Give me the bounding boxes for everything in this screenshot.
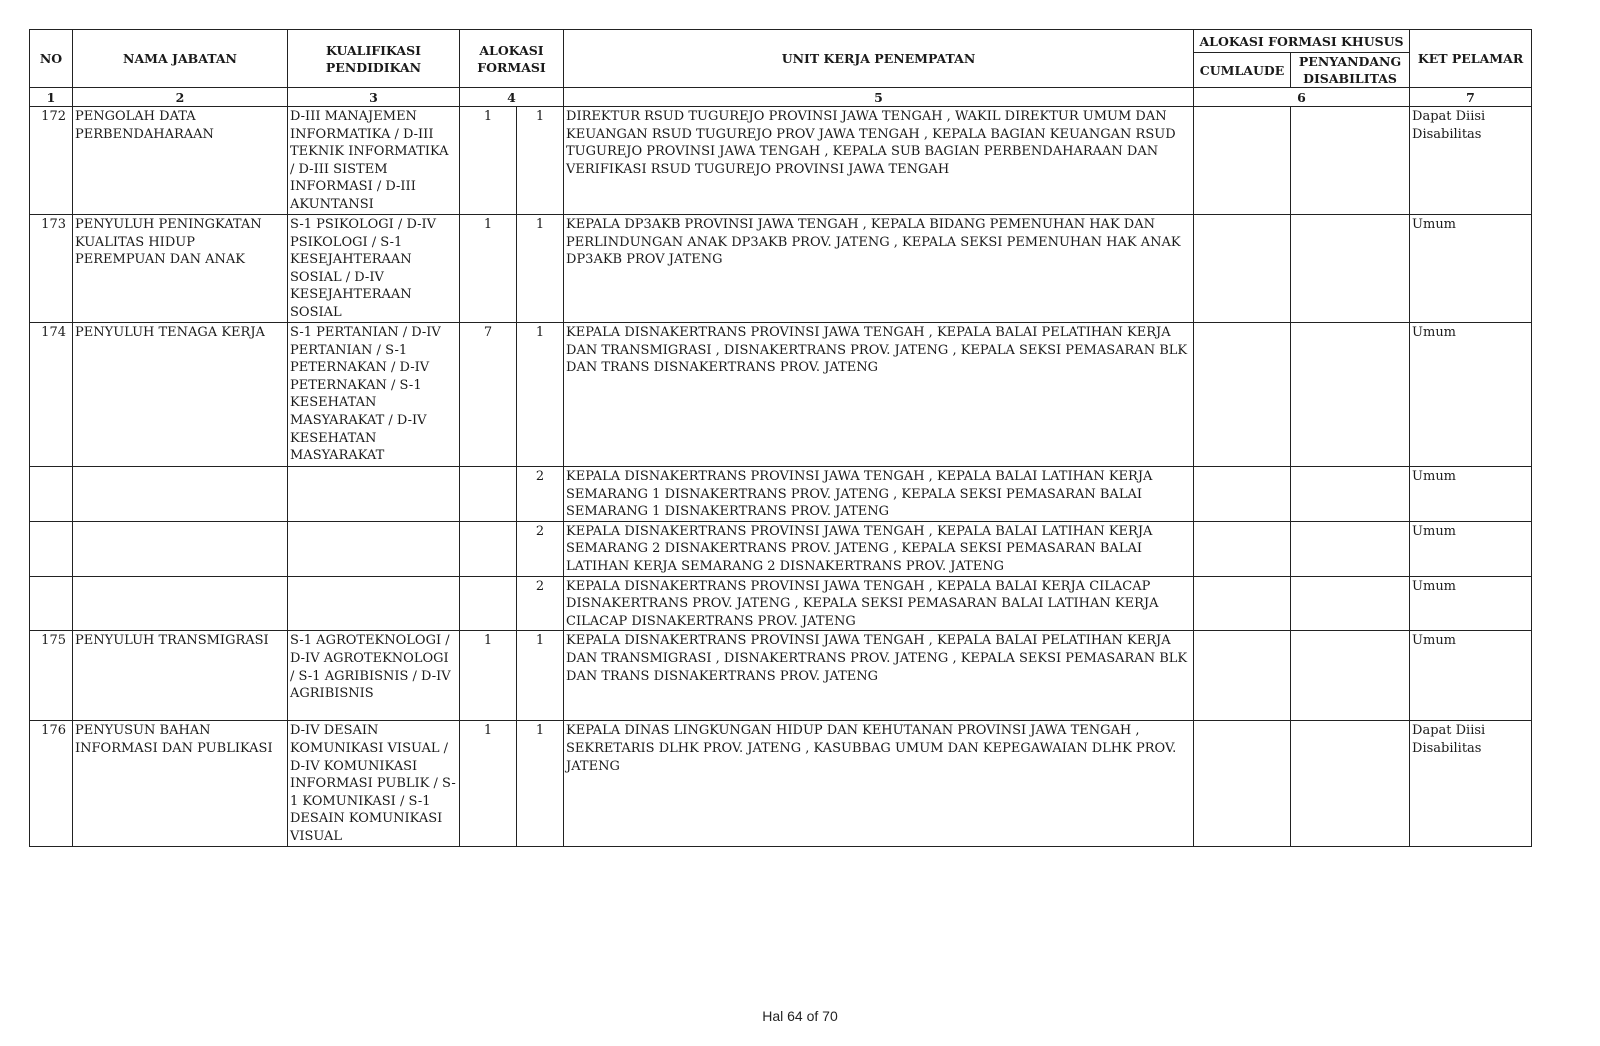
row-disabilitas (1291, 107, 1410, 215)
row-kualifikasi (288, 467, 460, 522)
header-nama-jabatan: NAMA JABATAN (73, 30, 288, 88)
header-ket: KET PELAMAR (1410, 30, 1532, 88)
row-alokasi-unit: 1 (517, 323, 564, 467)
table-row (30, 107, 1532, 215)
row-cumlaude (1194, 721, 1291, 847)
column-number: 4 (460, 88, 564, 107)
row-ket: Dapat Diisi Disabilitas (1410, 721, 1532, 847)
row-unit-kerja: KEPALA DP3AKB PROVINSI JAWA TENGAH , KEPALA BIDANG PEMENUHAN HAK DAN PERLINDUNGAN ANAK DP3AKB PROV. JATENG , KEPALA SEKSI PEMENUHAN HAK ANAK DP3AKB PROV JATENG (564, 215, 1194, 323)
row-unit-kerja: KEPALA DISNAKERTRANS PROVINSI JAWA TENGAH , KEPALA BALAI LATIHAN KERJA SEMARANG 2 DISNAKERTRANS PROV. JATENG , KEPALA SEKSI PEMASARAN BALAI LATIHAN KERJA SEMARANG 2 DISNAKERTRANS PROV. JATENG (564, 521, 1194, 576)
row-jabatan (73, 521, 288, 576)
row-disabilitas (1291, 215, 1410, 323)
row-no: 174 (30, 323, 73, 467)
table-row (30, 467, 1532, 522)
table-row (30, 521, 1532, 576)
row-no: 175 (30, 631, 73, 721)
row-alokasi: 1 (460, 721, 517, 847)
header-disabilitas: PENYANDANG DISABILITAS (1291, 53, 1410, 88)
row-cumlaude (1194, 521, 1291, 576)
row-cumlaude (1194, 107, 1291, 215)
row-alokasi-unit: 1 (517, 631, 564, 721)
row-alokasi: 1 (460, 107, 517, 215)
row-kualifikasi: S-1 PSIKOLOGI / D-IV PSIKOLOGI / S-1 KESEJAHTERAAN SOSIAL / D-IV KESEJAHTERAAN SOSIAL (288, 215, 460, 323)
table-row (30, 576, 1532, 631)
row-cumlaude (1194, 215, 1291, 323)
row-alokasi: 1 (460, 215, 517, 323)
row-kualifikasi (288, 576, 460, 631)
row-unit-kerja: KEPALA DISNAKERTRANS PROVINSI JAWA TENGAH , KEPALA BALAI PELATIHAN KERJA DAN TRANSMIGRASI , DISNAKERTRANS PROV. JATENG , KEPALA SEKSI PEMASARAN BLK DAN TRANS DISNAKERTRANS PROV. JATENG (564, 323, 1194, 467)
row-disabilitas (1291, 323, 1410, 467)
row-no (30, 467, 73, 522)
column-number: 7 (1410, 88, 1532, 107)
column-number-row (30, 88, 1532, 107)
row-kualifikasi: S-1 AGROTEKNOLOGI / D-IV AGROTEKNOLOGI / S-1 AGRIBISNIS / D-IV AGRIBISNIS (288, 631, 460, 721)
row-ket: Umum (1410, 467, 1532, 522)
row-alokasi-unit: 2 (517, 521, 564, 576)
table-row (30, 215, 1532, 323)
row-alokasi-unit: 1 (517, 721, 564, 847)
header-unit-kerja: UNIT KERJA PENEMPATAN (564, 30, 1194, 88)
row-disabilitas (1291, 521, 1410, 576)
row-ket: Umum (1410, 631, 1532, 721)
row-no: 172 (30, 107, 73, 215)
row-alokasi-unit: 2 (517, 576, 564, 631)
column-number: 2 (73, 88, 288, 107)
table-row (30, 631, 1532, 721)
row-kualifikasi: D-IV DESAIN KOMUNIKASI VISUAL / D-IV KOMUNIKASI INFORMASI PUBLIK / S-1 KOMUNIKASI / S-1 DESAIN KOMUNIKASI VISUAL (288, 721, 460, 847)
row-alokasi-unit: 1 (517, 107, 564, 215)
row-kualifikasi: D-III MANAJEMEN INFORMATIKA / D-III TEKNIK INFORMATIKA / D-III SISTEM INFORMASI / D-III AKUNTANSI (288, 107, 460, 215)
row-unit-kerja: KEPALA DINAS LINGKUNGAN HIDUP DAN KEHUTANAN PROVINSI JAWA TENGAH , SEKRETARIS DLHK PROV. JATENG , KASUBBAG UMUM DAN KEPEGAWAIAN DLHK PROV. JATENG (564, 721, 1194, 847)
row-no: 173 (30, 215, 73, 323)
row-alokasi: 7 (460, 323, 517, 467)
row-alokasi (460, 576, 517, 631)
column-number: 1 (30, 88, 73, 107)
row-jabatan: PENGOLAH DATA PERBENDAHARAAN (73, 107, 288, 215)
row-alokasi-unit: 2 (517, 467, 564, 522)
header-cumlaude: CUMLAUDE (1194, 53, 1291, 88)
row-unit-kerja: DIREKTUR RSUD TUGUREJO PROVINSI JAWA TENGAH , WAKIL DIREKTUR UMUM DAN KEUANGAN RSUD TUGUREJO PROV JAWA TENGAH , KEPALA BAGIAN KEUANGAN RSUD TUGUREJO PROVINSI JAWA TENGAH , KEPALA SUB BAGIAN PERBENDAHARAAN DAN VERIFIKASI RSUD TUGUREJO PROVINSI JAWA TENGAH (564, 107, 1194, 215)
header-kualifikasi: KUALIFIKASI PENDIDIKAN (288, 30, 460, 88)
header-no: NO (30, 30, 73, 88)
row-jabatan: PENYULUH TRANSMIGRASI (73, 631, 288, 721)
row-ket: Umum (1410, 521, 1532, 576)
row-no (30, 521, 73, 576)
row-jabatan (73, 576, 288, 631)
row-no: 176 (30, 721, 73, 847)
row-ket: Umum (1410, 576, 1532, 631)
column-number: 6 (1194, 88, 1410, 107)
row-cumlaude (1194, 631, 1291, 721)
row-kualifikasi (288, 521, 460, 576)
row-disabilitas (1291, 576, 1410, 631)
row-no (30, 576, 73, 631)
table-row (30, 323, 1532, 467)
row-ket: Umum (1410, 323, 1532, 467)
page-number: Hal 64 of 70 (762, 1008, 838, 1024)
row-alokasi (460, 521, 517, 576)
row-alokasi: 1 (460, 631, 517, 721)
row-jabatan: PENYULUH PENINGKATAN KUALITAS HIDUP PEREMPUAN DAN ANAK (73, 215, 288, 323)
row-disabilitas (1291, 631, 1410, 721)
row-jabatan: PENYULUH TENAGA KERJA (73, 323, 288, 467)
row-unit-kerja: KEPALA DISNAKERTRANS PROVINSI JAWA TENGAH , KEPALA BALAI KERJA CILACAP DISNAKERTRANS PROV. JATENG , KEPALA SEKSI PEMASARAN BALAI LATIHAN KERJA CILACAP DISNAKERTRANS PROV. JATENG (564, 576, 1194, 631)
row-jabatan (73, 467, 288, 522)
row-disabilitas (1291, 721, 1410, 847)
row-ket: Umum (1410, 215, 1532, 323)
row-alokasi (460, 467, 517, 522)
row-unit-kerja: KEPALA DISNAKERTRANS PROVINSI JAWA TENGAH , KEPALA BALAI LATIHAN KERJA SEMARANG 1 DISNAKERTRANS PROV. JATENG , KEPALA SEKSI PEMASARAN BALAI SEMARANG 1 DISNAKERTRANS PROV. JATENG (564, 467, 1194, 522)
row-ket: Dapat Diisi Disabilitas (1410, 107, 1532, 215)
row-cumlaude (1194, 576, 1291, 631)
table-row (30, 721, 1532, 847)
row-cumlaude (1194, 467, 1291, 522)
header-alokasi: ALOKASI FORMASI (460, 30, 564, 88)
row-alokasi-unit: 1 (517, 215, 564, 323)
formasi-table (29, 29, 1532, 847)
row-cumlaude (1194, 323, 1291, 467)
column-number: 3 (288, 88, 460, 107)
row-kualifikasi: S-1 PERTANIAN / D-IV PERTANIAN / S-1 PETERNAKAN / D-IV PETERNAKAN / S-1 KESEHATAN MASYARAKAT / D-IV KESEHATAN MASYARAKAT (288, 323, 460, 467)
row-disabilitas (1291, 467, 1410, 522)
row-jabatan: PENYUSUN BAHAN INFORMASI DAN PUBLIKASI (73, 721, 288, 847)
column-number: 5 (564, 88, 1194, 107)
row-unit-kerja: KEPALA DISNAKERTRANS PROVINSI JAWA TENGAH , KEPALA BALAI PELATIHAN KERJA DAN TRANSMIGRASI , DISNAKERTRANS PROV. JATENG , KEPALA SEKSI PEMASARAN BLK DAN TRANS DISNAKERTRANS PROV. JATENG (564, 631, 1194, 721)
header-alokasi-khusus: ALOKASI FORMASI KHUSUS (1194, 30, 1410, 53)
